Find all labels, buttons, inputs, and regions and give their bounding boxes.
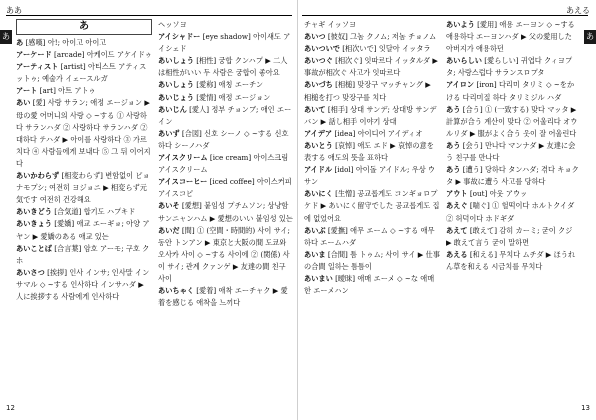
dictionary-entry bbox=[304, 128, 440, 140]
entry-text: [eye shadow] 아이섀도 アイシェド bbox=[158, 32, 291, 54]
dictionary-entry bbox=[304, 43, 440, 55]
entry-headword: あいとう bbox=[304, 140, 333, 150]
entry-headword: あいきどう bbox=[16, 207, 52, 217]
dictionary-entry bbox=[158, 19, 294, 31]
entry-headword: あいぶ bbox=[304, 225, 326, 235]
entry-text: [art] 아트 アトゥ bbox=[39, 86, 96, 96]
entry-text: [愛着] 애착 エーチャク ▶ 愛着を感じる 애착을 느끼다 bbox=[158, 286, 288, 308]
entry-headword: アイシャドー bbox=[158, 32, 201, 42]
entry-text: [遭う] 당하다 タンハダ; 겪다 キョクタ ▶ 事故に遭う 사고를 당하다 bbox=[446, 165, 579, 187]
entry-headword: あえる bbox=[446, 249, 468, 259]
entry-text: [iron] 다리미 タリミ ◇ ~をかける 다리미질 하다 タリミジル ハダ bbox=[446, 80, 575, 102]
dictionary-entry bbox=[16, 206, 152, 218]
entry-text: [合気道] 합기도 ハプキド bbox=[54, 207, 136, 217]
entry-text: [合間] 틈 トゥム; 사이 サイ ▶ 仕事の合間 일하는 틈틈이 bbox=[304, 249, 440, 271]
dictionary-entry bbox=[446, 188, 580, 200]
dictionary-entry bbox=[16, 243, 152, 267]
entry-headword: あいきょう bbox=[16, 219, 52, 229]
entry-headword: アーケード bbox=[16, 50, 52, 60]
entry-text: [相手] 상대 サンデ; 상대방 サンデバン ▶ 話し相手 이야기 상대 bbox=[304, 104, 437, 126]
entry-headword: あいにく bbox=[304, 189, 333, 199]
entry-text: [彼奴] 그놈 クノム; 저놈 チョノム bbox=[327, 32, 437, 42]
dictionary-entry bbox=[446, 225, 580, 249]
entry-text: [愛用] 애용 エーヨン ◇ ~する 애용하다 エーヨンハダ ▶ 父の愛用した 아버지가 애용하던 bbox=[446, 20, 575, 54]
entry-headword: アイスコーヒー bbox=[158, 177, 208, 187]
dictionary-entry bbox=[158, 31, 294, 55]
dictionary-entry bbox=[304, 19, 440, 31]
entry-text: [愛称] 애칭 エーチン bbox=[196, 80, 264, 90]
entry-headword: あう bbox=[446, 165, 461, 175]
right-page bbox=[298, 0, 596, 420]
entry-text: [曖昧] 애매 エーメ ◇ ~な 애매한 エーメハン bbox=[304, 273, 435, 296]
entry-text: [iced coffee] 아이스커피 アイスコピ bbox=[158, 177, 292, 199]
entry-text: [artist] 아티스트 アティスットゥ; 예술가 イェースルガ bbox=[16, 62, 147, 84]
entry-headword: あいつぐ bbox=[304, 56, 333, 66]
running-header-right: あえる bbox=[566, 6, 590, 15]
running-header-left: ああ bbox=[6, 6, 22, 15]
dictionary-entry bbox=[446, 104, 580, 140]
entry-text: [感嘆] 아!; 아이고 아이고 bbox=[25, 38, 107, 47]
entry-headword: あ bbox=[16, 38, 24, 47]
entry-text: [相次ぐ] 잇따르다 イッタルダ ▶ 事故が相次ぐ 사고가 잇따르다 bbox=[304, 56, 438, 78]
entry-text: [愛情] 애정 エージョン bbox=[196, 92, 271, 102]
dictionary-entry bbox=[158, 92, 294, 104]
entry-headword: あいて bbox=[304, 104, 326, 114]
dictionary-entry bbox=[304, 164, 440, 188]
entry-headword: あいしょう bbox=[158, 80, 194, 90]
entry-text: チャギ イッソヨ bbox=[304, 20, 357, 29]
dictionary-entry bbox=[158, 128, 294, 152]
entry-text: [間] ① (空間・時間的) 사이 サイ; 동안 トンアン ▶ 東京と大阪の間 도쿄와 오사카 사이 ◇ ~する 사이에 ② (関係) 사이 サイ; 관계 クァンゲ ▶ 友達の間 친구 사이 bbox=[158, 225, 290, 283]
entry-headword: アイデア bbox=[304, 128, 333, 138]
dictionary-entry bbox=[304, 249, 440, 273]
entry-text: [和える] 무치다 ムチダ ▶ ほうれん草を和える 시금치를 무치다 bbox=[446, 249, 576, 271]
entry-headword: あいさつ bbox=[16, 267, 45, 277]
dictionary-entry bbox=[446, 140, 580, 164]
entry-text: [out] 아웃 アウッ bbox=[469, 189, 528, 199]
entry-text: [合図] 신호 シーノ ◇ ~する 신호하다 シーノハダ bbox=[158, 128, 289, 150]
entry-text: [相次いで] 잇달아 イッタラ bbox=[342, 44, 431, 54]
entry-text: [ice cream] 아이스크림 アイスクリーム bbox=[158, 153, 289, 175]
entry-headword: あいついで bbox=[304, 44, 340, 54]
dictionary-entry bbox=[304, 140, 440, 164]
entry-headword: あいづち bbox=[304, 80, 333, 90]
entry-headword: アイロン bbox=[446, 80, 475, 90]
entry-text: [敢えて] 감히 カーミ; 굳이 クジ ▶ 敢えて言う 굳이 말하면 bbox=[446, 225, 573, 247]
entry-headword: あいじょう bbox=[158, 92, 194, 102]
entry-text: [愛想] 붙임성 プチムソン; 상냥함 サンニャンハム ▶ 愛想のいい 붙임성 있는 bbox=[158, 201, 293, 223]
entry-text: [愛人] 정부 チョンブ; 애인 エーイン bbox=[158, 104, 292, 126]
dictionary-entry bbox=[158, 152, 294, 176]
dictionary-entry bbox=[304, 225, 440, 249]
entry-headword: アイドル bbox=[304, 165, 333, 175]
entry-headword: アート bbox=[16, 86, 38, 96]
entry-headword: あいまい bbox=[304, 273, 333, 283]
entry-headword: あい bbox=[16, 98, 31, 108]
page-number-left: 12 bbox=[6, 404, 15, 412]
entry-text: [挨拶] 인사 インサ; 인사말 インサマル ◇ ~する 인사하다 インサハダ ▶ 人に挨拶する 사람에게 인사하다 bbox=[16, 267, 150, 301]
left-column-1 bbox=[16, 19, 152, 407]
entry-text: [愛嬌] 애교 エーギョ; 아양 アヤン ▶ 愛嬌のある 애교 있는 bbox=[16, 219, 150, 241]
entry-text: [生憎] 공교롭게도 コンギョロプケド ▶ あいにく留守でした 공교롭게도 집에 없었어요 bbox=[304, 189, 440, 223]
entry-text: [合う] ① (一致する) 맞다 マッタ ▶ 計算が合う 계산이 맞다 ② 어울리다 オウルリダ ▶ 服がよく合う 옷이 잘 어울린다 bbox=[446, 104, 578, 138]
dictionary-entry bbox=[304, 31, 440, 43]
dictionary-entry bbox=[158, 176, 294, 200]
dictionary-entry bbox=[304, 188, 440, 224]
dictionary-entry bbox=[16, 85, 152, 97]
entry-headword: あう bbox=[446, 140, 461, 150]
entry-text: [会う] 만나다 マンナダ ▶ 友達に会う 친구를 만나다 bbox=[446, 140, 576, 163]
entry-text: [喘ぐ] ① 헐떡이다 ホルトクイダ ② 허덕이다 ホドギダ bbox=[446, 201, 575, 223]
entry-text: ヘッソヨ bbox=[158, 20, 187, 29]
entry-text: [愛らしい] 귀엽다 クィヨプタ; 사랑스럽다 サランスロプタ bbox=[446, 56, 573, 78]
right-column-1 bbox=[304, 19, 440, 407]
entry-headword: あいらしい bbox=[446, 56, 482, 66]
entry-text: [合言葉] 암호 アーモ; 구호 クホ bbox=[16, 243, 150, 265]
entry-headword: あう bbox=[446, 104, 461, 114]
header-rule bbox=[6, 15, 292, 16]
entry-text: [idea] 아이디어 アイディオ bbox=[334, 128, 423, 138]
dictionary-entry bbox=[158, 104, 294, 128]
dictionary-entry bbox=[304, 273, 440, 297]
thumb-index-left: あ bbox=[0, 30, 12, 44]
entry-text: [愛] 사랑 サラン; 애정 エージョン ▶ 母の愛 어머니의 사랑 ◇ ~する ① 사랑하다 サランハダ ② 사랑하다 サランハダ ② 대하다 テハダ ▶ 아이를 사랑하다 ③ 가르치다 ④ 사람들에게 보내다 ⑤ 그 뒤 이어지다 bbox=[16, 98, 151, 168]
section-heading: あ bbox=[16, 19, 152, 35]
dictionary-entry bbox=[158, 79, 294, 91]
entry-headword: アウト bbox=[446, 189, 468, 199]
dictionary-entry bbox=[16, 61, 152, 85]
dictionary-entry bbox=[304, 104, 440, 128]
dictionary-entry bbox=[446, 79, 580, 103]
dictionary-entry bbox=[446, 164, 580, 188]
page-number-right: 13 bbox=[581, 404, 590, 412]
dictionary-entry bbox=[158, 285, 294, 309]
dictionary-entry bbox=[158, 200, 294, 224]
dictionary-entry bbox=[446, 19, 580, 55]
dictionary-entry bbox=[16, 37, 152, 49]
thumb-index-right: あ bbox=[584, 30, 596, 44]
entry-headword: あいよう bbox=[446, 20, 475, 29]
entry-text: [相性] 궁합 クンハプ ▶ 二人は相性がいい 두 사람은 궁합이 좋아요 bbox=[158, 56, 288, 78]
dictionary-entry bbox=[304, 55, 440, 79]
dictionary-entry bbox=[446, 200, 580, 224]
dictionary-entry bbox=[16, 267, 152, 303]
entry-headword: アーティスト bbox=[16, 62, 59, 72]
entry-text: [相槌] 맞장구 マッチャング ▶ 相槌を打つ 맞장구를 치다 bbox=[304, 80, 431, 102]
dictionary-entry bbox=[16, 97, 152, 170]
entry-headword: あいだ bbox=[158, 225, 180, 235]
entry-headword: あいことば bbox=[16, 243, 52, 253]
entry-headword: あいつ bbox=[304, 32, 326, 42]
dictionary-entry bbox=[16, 170, 152, 206]
dictionary-entry bbox=[446, 55, 580, 79]
dictionary-entry bbox=[16, 218, 152, 242]
entry-headword: あいま bbox=[304, 249, 326, 259]
header-rule bbox=[302, 15, 588, 16]
entry-text: [哀悼] 애도 エド ▶ 哀悼の意を表する 애도의 뜻을 표하다 bbox=[304, 140, 434, 163]
entry-headword: あえぐ bbox=[446, 201, 468, 211]
dictionary-entry bbox=[446, 249, 580, 273]
right-column-2 bbox=[446, 19, 580, 407]
dictionary-entry bbox=[158, 225, 294, 285]
entry-headword: あいしょう bbox=[158, 56, 194, 66]
entry-text: [idol] 아이돌 アイドル; 우상 ウサン bbox=[304, 165, 436, 187]
entry-headword: あえて bbox=[446, 225, 468, 235]
entry-text: [arcade] 아케이드 アケイドゥ bbox=[54, 50, 152, 60]
entry-headword: あいじん bbox=[158, 104, 187, 114]
entry-text: [愛撫] 애무 エーム ◇ ~する 애무하다 エームハダ bbox=[304, 225, 435, 247]
entry-headword: あいず bbox=[158, 128, 180, 138]
entry-headword: あいちゃく bbox=[158, 286, 194, 296]
entry-text: [相変わらず] 변함없이 ピョナモプシ; 여전히 ヨジョニ ▶ 相変らず元気です 여전히 건강해요 bbox=[16, 171, 150, 205]
left-column-2 bbox=[158, 19, 294, 407]
entry-headword: あいかわらず bbox=[16, 171, 60, 181]
dictionary-entry bbox=[16, 49, 152, 61]
dictionary-entry bbox=[304, 79, 440, 103]
dictionary-entry bbox=[158, 55, 294, 79]
entry-headword: あいそ bbox=[158, 201, 180, 211]
entry-headword: アイスクリーム bbox=[158, 153, 208, 163]
